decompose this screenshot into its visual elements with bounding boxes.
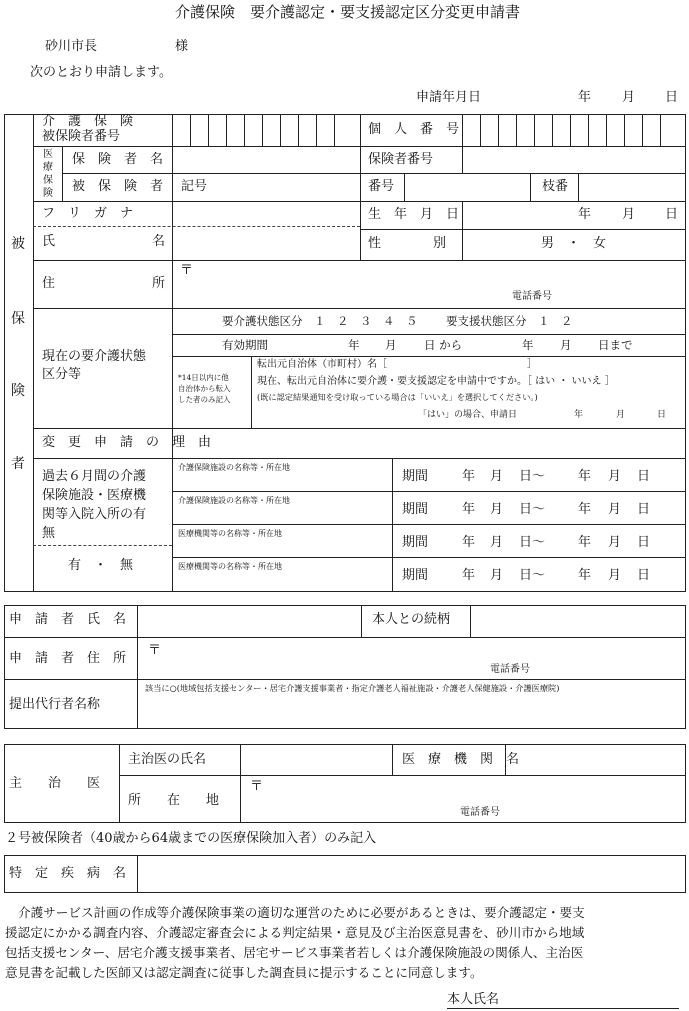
row3-m2: 月 xyxy=(608,535,622,550)
row2-m1: 月 xyxy=(490,502,504,517)
row4-y2: 年 xyxy=(578,568,592,583)
change-reason-label: 変 更 申 請 の 理 由 xyxy=(42,435,212,450)
insured-person-label: 被 保 険 者 xyxy=(72,179,164,194)
facility-row-3-period: 期間 xyxy=(402,535,429,550)
relation-label: 本人との続柄 xyxy=(372,612,451,627)
facility-row-2-label: 介護保険施設の名称等・所在地 xyxy=(178,496,290,505)
valid-from-month: 月 xyxy=(385,338,397,352)
name-label-char-2: 名 xyxy=(152,234,166,249)
row3-y2: 年 xyxy=(578,535,592,550)
row2-m2: 月 xyxy=(608,502,622,517)
bango-label: 番号 xyxy=(368,179,395,194)
doctor-name-field[interactable] xyxy=(241,745,391,774)
past-facility-label-line3: 関等入院入所の有 xyxy=(42,507,147,522)
current-status-label-line1: 現在の要介護状態 xyxy=(42,349,147,364)
row3-y1: 年 xyxy=(462,535,476,550)
applicant-name-label: 申 請 者 氏 名 xyxy=(9,612,127,627)
valid-from-day: 日 から xyxy=(424,338,463,352)
valid-to-year: 年 xyxy=(522,338,534,352)
transfer-note-line3: した者のみ記入 xyxy=(178,395,231,404)
medical-ins-char-1: 医 xyxy=(43,149,53,160)
kigo-field[interactable] xyxy=(210,174,360,200)
doctor-side-label: 主 治 医 xyxy=(9,776,101,791)
row3-d2: 日 xyxy=(637,535,651,550)
applicant-postal-mark: 〒 xyxy=(148,643,162,658)
signature-line xyxy=(447,1008,679,1009)
agent-name-field[interactable] xyxy=(138,697,684,727)
address-label-char-2: 所 xyxy=(152,276,166,291)
row4-y1: 年 xyxy=(462,568,476,583)
relation-field[interactable] xyxy=(471,606,685,636)
edaban-label: 枝番 xyxy=(542,179,569,194)
transfer-day: 日 xyxy=(657,410,667,420)
birth-date-field[interactable] xyxy=(463,202,685,228)
row1-d1: 日〜 xyxy=(519,469,546,484)
consent-line-3: 包括支援センター、居宅介護支援事業者、居宅サービス事業者若しくは介護保険施設の関係人、主治医 xyxy=(5,945,584,960)
row4-d1: 日〜 xyxy=(519,568,546,583)
row3-d1: 日〜 xyxy=(519,535,546,550)
insurer-no-label: 保険者番号 xyxy=(368,152,434,167)
care-level-options[interactable]: 要介護状態区分 １ ２ ３ ４ ５ xyxy=(222,314,418,328)
insurer-name-field[interactable] xyxy=(173,147,359,173)
applicant-name-field[interactable] xyxy=(138,606,360,636)
row2-y1: 年 xyxy=(462,502,476,517)
row2-d1: 日〜 xyxy=(519,502,546,517)
birth-day: 日 xyxy=(665,207,679,222)
disease-field[interactable] xyxy=(138,856,685,892)
medical-ins-char-3: 保 xyxy=(43,175,53,186)
addressee: 砂川市長 xyxy=(45,39,98,54)
insured-side-char-4: 者 xyxy=(11,456,25,472)
valid-period-label: 有効期間 xyxy=(222,338,268,352)
bango-field[interactable] xyxy=(405,174,529,200)
support-level-options[interactable]: 要支援状態区分 １ ２ xyxy=(446,314,573,328)
honorific: 様 xyxy=(175,39,189,54)
insured-phone-label: 電話番号 xyxy=(512,291,552,302)
row4-m1: 月 xyxy=(490,568,504,583)
row1-y1: 年 xyxy=(462,469,476,484)
past-facility-label-line2: 保険施設・医療機 xyxy=(42,488,147,503)
birth-label: 生 年 月 日 xyxy=(368,207,460,222)
transfer-if-yes: 「はい」の場合、申請日 xyxy=(418,410,518,420)
presence-options[interactable]: 有 ・ 無 xyxy=(68,558,134,573)
facility-row-2-period: 期間 xyxy=(402,502,429,517)
personal-number-field[interactable] xyxy=(463,115,685,145)
insurance-no-label-line2: 被保険者番号 xyxy=(42,129,121,144)
date-label: 申請年月日 xyxy=(416,90,482,105)
name-field[interactable] xyxy=(173,227,359,259)
insured-side-char-1: 被 xyxy=(11,236,25,252)
transfer-hint: (既に認定結果通知を受け取っている場合は「いいえ」を選択してください。) xyxy=(257,392,538,402)
doctor-phone-label: 電話番号 xyxy=(460,807,500,818)
institution-field[interactable] xyxy=(506,745,685,774)
agent-category-options[interactable]: 該当に○(地域包括支援センター・居宅介護支援事業者・指定介護老人福祉施設・介護老人保健施設・介護医療院) xyxy=(145,683,560,693)
row2-d2: 日 xyxy=(637,502,651,517)
facility-row-4-label: 医療機関等の名称等・所在地 xyxy=(178,562,282,571)
insurance-number-field[interactable] xyxy=(173,115,359,145)
institution-label: 医 療 機 関 名 xyxy=(402,752,520,767)
date-year: 年 xyxy=(578,90,592,105)
birth-month: 月 xyxy=(622,207,636,222)
name-label-char-1: 氏 xyxy=(42,234,56,249)
transfer-note-line2: 自治体から転入 xyxy=(178,384,231,393)
consent-line-4: 意見書を記載した医師又は認定調査に従事した調査員に提示することに同意します。 xyxy=(5,965,483,980)
row3-m1: 月 xyxy=(490,535,504,550)
valid-to-month: 月 xyxy=(560,338,572,352)
birth-year: 年 xyxy=(578,207,592,222)
furigana-label: フ リ ガ ナ xyxy=(42,206,134,221)
facility-row-3-label: 医療機関等の名称等・所在地 xyxy=(178,529,282,538)
medical-ins-char-2: 療 xyxy=(43,162,53,173)
facility-row-4-period: 期間 xyxy=(402,568,429,583)
agent-label: 提出代行者名称 xyxy=(9,697,101,712)
insurance-no-label-line1: 介 護 保 険 xyxy=(42,114,134,129)
current-status-label-line2: 区分等 xyxy=(42,367,82,382)
insurer-number-field[interactable] xyxy=(463,147,685,173)
insured-postal-mark: 〒 xyxy=(180,263,194,278)
past-facility-label-line4: 無 xyxy=(42,526,56,541)
applicant-phone-label: 電話番号 xyxy=(490,664,530,675)
page-title: 介護保険 要介護認定・要支援認定区分変更申請書 xyxy=(175,3,521,21)
date-month: 月 xyxy=(622,90,636,105)
row4-d2: 日 xyxy=(637,568,651,583)
doctor-location-label: 所 在 地 xyxy=(128,793,220,808)
insured-side-char-2: 保 xyxy=(11,311,25,327)
type2-note: ２号被保険者（40歳から64歳までの医療保険加入者）のみ記入 xyxy=(5,831,377,846)
date-day: 日 xyxy=(665,90,679,105)
past-facility-label-line1: 過去６月間の介護 xyxy=(42,469,147,484)
gender-label: 性 別 xyxy=(368,236,447,251)
transfer-question[interactable]: 現在、転出元自治体に要介護・要支援認定を申請中ですか。［ はい ・ いいえ ］ xyxy=(257,376,615,387)
facility-row-1-label: 介護保険施設の名称等・所在地 xyxy=(178,463,290,472)
row1-d2: 日 xyxy=(637,469,651,484)
consent-line-2: 援認定にかかる調査内容、介護認定審査会による判定結果・意見及び主治医意見書を、砂川市から地域 xyxy=(5,925,585,940)
kigo-label: 記号 xyxy=(181,179,208,194)
signature-label: 本人氏名 xyxy=(447,992,500,1007)
consent-line-1: 介護サービス計画の作成等介護保険事業の適切な運営のために必要があるときは、要介護認定・要支 xyxy=(18,905,585,920)
row1-y2: 年 xyxy=(578,469,592,484)
edaban-field[interactable] xyxy=(579,174,685,200)
applicant-address-label: 申 請 者 住 所 xyxy=(9,651,127,666)
transfer-month: 月 xyxy=(616,410,626,420)
gender-options[interactable]: 男 ・ 女 xyxy=(541,236,607,251)
row1-m2: 月 xyxy=(608,469,622,484)
doctor-name-label: 主治医の氏名 xyxy=(128,752,207,767)
row2-y2: 年 xyxy=(578,502,592,517)
valid-to-day: 日まで xyxy=(598,338,633,352)
transfer-year: 年 xyxy=(574,410,584,420)
row4-m2: 月 xyxy=(608,568,622,583)
insured-address-field[interactable] xyxy=(195,262,683,306)
disease-label: 特 定 疾 病 名 xyxy=(9,866,127,881)
transfer-origin[interactable]: 転出元自治体（市町村）名［ ］ xyxy=(257,359,537,370)
personal-no-label: 個 人 番 号 xyxy=(368,122,460,137)
valid-from-year: 年 xyxy=(348,338,360,352)
insurer-name-label: 保 険 者 名 xyxy=(72,152,164,167)
medical-ins-char-4: 険 xyxy=(43,188,53,199)
doctor-postal-mark: 〒 xyxy=(250,779,264,794)
furigana-field[interactable] xyxy=(173,202,359,226)
intro-text: 次のとおり申請します。 xyxy=(30,65,172,80)
transfer-note-line1: *14日以内に他 xyxy=(178,373,229,382)
applicant-address-field[interactable] xyxy=(162,639,684,677)
signature-field[interactable] xyxy=(505,990,679,1008)
address-label-char-1: 住 xyxy=(42,276,56,291)
insured-side-char-3: 険 xyxy=(11,383,25,399)
facility-row-1-period: 期間 xyxy=(402,469,429,484)
change-reason-field[interactable] xyxy=(173,429,685,457)
row1-m1: 月 xyxy=(490,469,504,484)
